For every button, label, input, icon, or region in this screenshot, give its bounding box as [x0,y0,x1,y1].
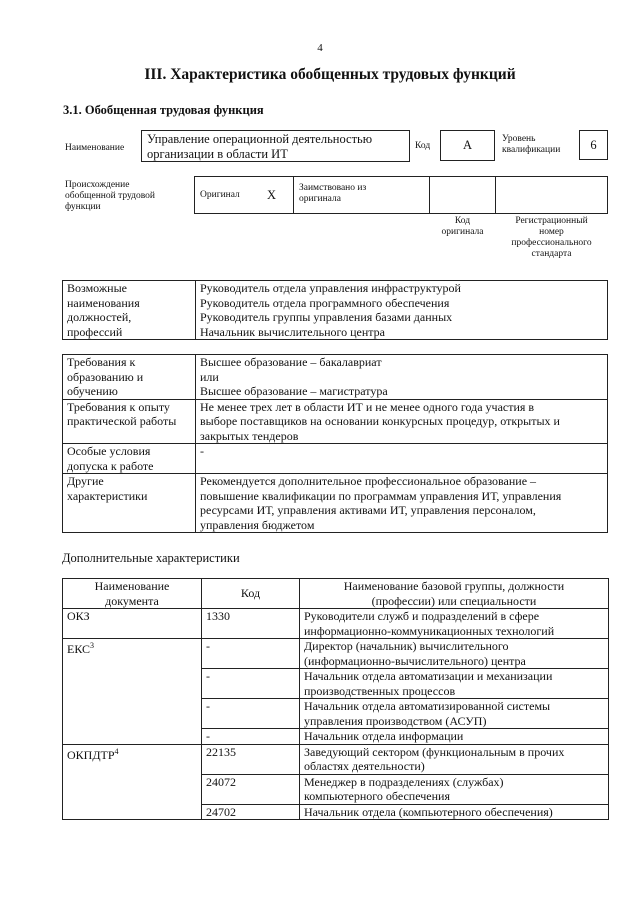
name-label: Наименование [65,143,125,153]
row-code: 24702 [202,804,300,820]
row-name-line: Начальник отдела информации [304,729,464,743]
requirement-label-line: образованию и [67,369,144,384]
level-value: 6 [590,138,597,152]
origin-original-cell [194,176,294,214]
row-name-line: Руководители служб и подразделений в сфере [304,609,540,623]
requirement-value [196,444,608,474]
requirement-label-line: Требования к [67,355,136,369]
positions-list [196,281,608,340]
header-doc-line: Наименование [94,579,170,593]
row-code: - [202,669,300,699]
requirement-value-line: выборе поставщиков на основании конкурсных процедур, открытых и [200,414,560,428]
requirement-label [63,399,196,444]
position-item: Руководитель отдела программного обеспечения [200,295,450,310]
requirement-row [63,399,608,444]
position-item: Начальник вычислительного центра [200,324,385,339]
positions-label-line: профессий [67,324,123,339]
row-name-line: информационно-коммуникационных технологий [304,623,555,638]
row-name-line: производственных процессов [304,683,456,698]
row-code: - [202,639,300,669]
borrowed-line1: Заимствовано из [299,183,367,193]
doc-name: ОКПДТР [67,747,115,762]
row-name-line: областях деятельности) [304,759,425,773]
level-label-line2: квалификации [502,145,561,155]
row-code: - [202,729,300,745]
origin-label-line1: Происхождение [65,180,130,190]
row-name-line: Менеджер в подразделениях (службах) [304,774,504,789]
footnote-ref: 4 [114,746,119,756]
row-name [300,699,609,729]
footnote-ref: 3 [90,641,95,650]
additional-table [62,578,609,820]
row-name [300,609,609,639]
reg-caption-line4: стандарта [531,249,572,259]
position-item: Руководитель группы управления базами данных [200,310,453,324]
header-name [300,579,609,609]
origin-reg-cell [495,176,608,214]
origin-label [65,180,155,213]
requirement-label [63,474,196,533]
row-name [300,729,609,745]
row-name-line: компьютерного обеспечения [304,789,450,803]
level-label [502,134,560,156]
original-mark: X [267,188,277,202]
requirement-label [63,355,196,400]
additional-title: Дополнительные характеристики [62,551,240,565]
reg-caption-line3: профессионального [511,238,592,248]
level-label-line1: Уровень [502,134,536,144]
header-name-line: (профессии) или специальности [371,593,537,608]
row-name-line: Заведующий сектором (функциональным в прочих [304,744,565,759]
requirement-value [196,474,608,533]
header-doc-line: документа [105,593,159,608]
row-doc [63,609,202,639]
row-code: - [202,699,300,729]
requirement-value-line: Рекомендуется дополнительное профессиональное образование – [200,474,537,488]
header-doc [63,579,202,609]
header-code: Код [202,579,300,609]
requirement-value [196,355,608,400]
row-name [300,804,609,820]
row-code: 22135 [202,744,300,774]
reg-number-caption [495,216,608,260]
page-number: 4 [317,42,323,54]
borrowed-line2: оригинала [299,194,341,204]
positions-label [63,281,196,340]
table-row [63,744,609,774]
code-caption-line1: Код [454,216,471,226]
requirement-value [196,399,608,444]
row-name [300,639,609,669]
requirement-value-line: или [200,369,219,384]
positions-label-line: должностей, [67,310,132,324]
requirement-label-line: практической работы [67,414,177,428]
row-name-line: Начальник отдела автоматизированной системы [304,699,551,713]
row-code: 1330 [202,609,300,639]
requirement-label-line: допуска к работе [67,458,154,473]
requirement-value-line: управления бюджетом [200,517,315,532]
row-doc [63,639,202,745]
additional-header-row [63,579,609,609]
row-name [300,774,609,804]
origin-borrowed-cell [293,176,430,214]
requirement-row [63,474,608,533]
positions-label-line: наименования [67,295,140,310]
name-value-line1: Управление операционной деятельностью [147,132,373,146]
positions-label-line: Возможные [67,281,127,295]
reg-caption-line2: номер [539,227,564,237]
requirement-row [63,444,608,474]
requirement-label [63,444,196,474]
row-name [300,744,609,774]
positions-table [62,280,608,340]
requirement-row [63,355,608,400]
subsection-title: 3.1. Обобщенная трудовая функция [63,103,264,117]
header-name-line: Наименование базовой группы, должности [343,579,565,593]
requirement-value-line: - [200,444,204,458]
code-value: A [462,138,473,152]
position-item: Руководитель отдела управления инфраструктурой [200,281,461,295]
origin-label-line2: обобщенной трудовой [65,191,155,201]
row-name-line: Начальник отдела автоматизации и механизации [304,669,553,683]
requirement-value-line: Не менее трех лет в области ИТ и не менее одного года участия в [200,399,535,414]
table-row [63,609,609,639]
origin-code-cell [429,176,496,214]
requirement-value-line: закрытых тендеров [200,428,299,443]
origin-label-line3: функции [65,202,101,212]
original-label: Оригинал [200,190,240,200]
name-value-box [141,130,410,162]
row-name-line: Директор (начальник) вычислительного [304,639,509,653]
code-original-caption [429,216,496,238]
requirement-label-line: Требования к опыту [67,399,170,414]
requirement-value-line: Высшее образование – бакалавриат [200,355,382,369]
row-name-line: управления производством (АСУП) [304,713,487,728]
row-name-line: (информационно-вычислительного) центра [304,653,526,668]
requirement-label-line: обучению [67,384,118,398]
requirements-table [62,354,608,533]
requirement-label-line: Особые условия [67,444,151,458]
reg-caption-line1: Регистрационный [515,216,588,226]
level-value-box [579,130,608,160]
row-doc [63,744,202,820]
requirement-value-line: ресурсами ИТ, управления активами ИТ, управления персоналом, [200,503,536,517]
requirement-value-line: повышение квалификации по программам управления ИТ, управления [200,488,562,503]
code-value-box [440,130,495,161]
requirement-label-line: Другие [67,474,104,488]
code-label: Код [415,141,431,151]
row-name-line: Начальник отдела (компьютерного обеспечения) [304,804,553,819]
doc-name: ОКЗ [67,609,90,623]
requirement-label-line: характеристики [67,488,148,503]
code-caption-line2: оригинала [441,227,484,237]
section-title: III. Характеристика обобщенных трудовых функций [144,66,516,83]
row-code: 24072 [202,774,300,804]
row-name [300,669,609,699]
name-value-line2: организации в области ИТ [147,147,288,161]
table-row [63,639,609,669]
doc-name: ЕКС [67,642,91,656]
requirement-value-line: Высшее образование – магистратура [200,384,388,398]
